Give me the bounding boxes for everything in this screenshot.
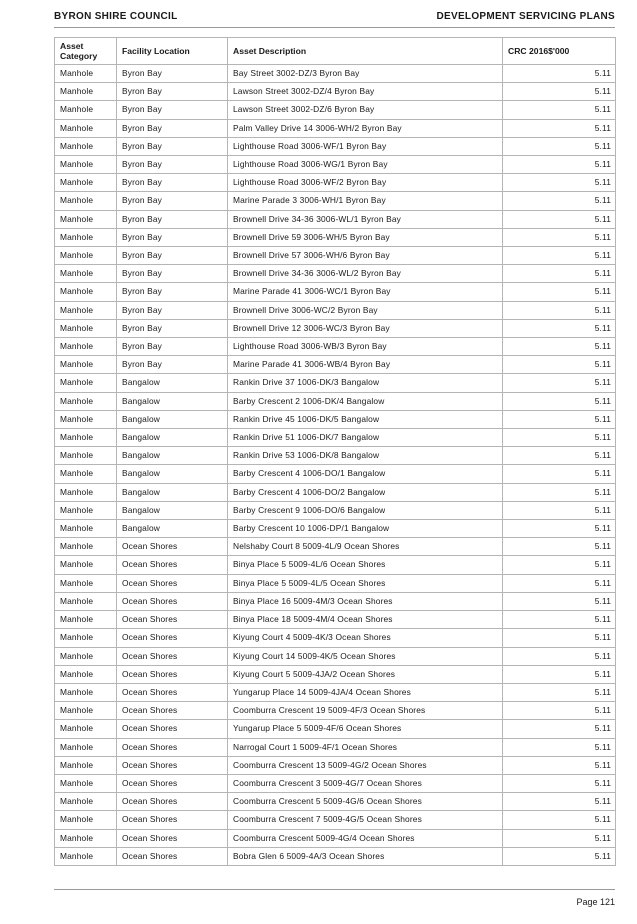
- facility-location-cell: Byron Bay: [117, 101, 228, 119]
- asset-description-cell: Binya Place 16 5009-4M/3 Ocean Shores: [228, 592, 503, 610]
- table-row: [55, 774, 616, 792]
- asset-description-cell: Coomburra Crescent 13 5009-4G/2 Ocean Shores: [228, 756, 503, 774]
- asset-category-cell: Manhole: [55, 702, 117, 720]
- crc-value-cell: 5.11: [503, 65, 616, 83]
- crc-value-cell: 5.11: [503, 829, 616, 847]
- facility-location-cell: Ocean Shores: [117, 647, 228, 665]
- facility-location-cell: Byron Bay: [117, 247, 228, 265]
- facility-location-cell: Ocean Shores: [117, 702, 228, 720]
- asset-category-cell: Manhole: [55, 174, 117, 192]
- table-row: [55, 265, 616, 283]
- crc-value-cell: 5.11: [503, 793, 616, 811]
- crc-value-cell: 5.11: [503, 847, 616, 865]
- asset-category-cell: Manhole: [55, 501, 117, 519]
- facility-location-cell: Byron Bay: [117, 210, 228, 228]
- asset-description-cell: Barby Crescent 9 1006-DO/6 Bangalow: [228, 501, 503, 519]
- asset-description-cell: Narrogal Court 1 5009-4F/1 Ocean Shores: [228, 738, 503, 756]
- crc-value-cell: 5.11: [503, 301, 616, 319]
- asset-category-cell: Manhole: [55, 811, 117, 829]
- table-row: [55, 501, 616, 519]
- asset-description-cell: Marine Parade 3 3006-WH/1 Byron Bay: [228, 192, 503, 210]
- crc-value-cell: 5.11: [503, 756, 616, 774]
- facility-location-cell: Byron Bay: [117, 137, 228, 155]
- crc-value-cell: 5.11: [503, 629, 616, 647]
- asset-category-cell: Manhole: [55, 756, 117, 774]
- asset-description-cell: Kiyung Court 14 5009-4K/5 Ocean Shores: [228, 647, 503, 665]
- table-row: [55, 611, 616, 629]
- asset-description-cell: Yungarup Place 14 5009-4JA/4 Ocean Shores: [228, 683, 503, 701]
- facility-location-cell: Bangalow: [117, 483, 228, 501]
- crc-value-cell: 5.11: [503, 501, 616, 519]
- facility-location-cell: Bangalow: [117, 392, 228, 410]
- column-header-crc: CRC 2016$'000: [503, 38, 616, 65]
- crc-value-cell: 5.11: [503, 574, 616, 592]
- asset-category-cell: Manhole: [55, 228, 117, 246]
- facility-location-cell: Ocean Shores: [117, 738, 228, 756]
- facility-location-cell: Byron Bay: [117, 301, 228, 319]
- crc-value-cell: 5.11: [503, 520, 616, 538]
- table-header-row: [55, 38, 616, 65]
- crc-value-cell: 5.11: [503, 665, 616, 683]
- asset-category-cell: Manhole: [55, 356, 117, 374]
- crc-value-cell: 5.11: [503, 156, 616, 174]
- facility-location-cell: Bangalow: [117, 447, 228, 465]
- asset-description-cell: Coomburra Crescent 5009-4G/4 Ocean Shores: [228, 829, 503, 847]
- facility-location-cell: Ocean Shores: [117, 556, 228, 574]
- asset-category-cell: Manhole: [55, 592, 117, 610]
- column-header-asset-category: Asset Category: [55, 38, 117, 65]
- asset-category-cell: Manhole: [55, 192, 117, 210]
- asset-description-cell: Lawson Street 3002-DZ/6 Byron Bay: [228, 101, 503, 119]
- crc-value-cell: 5.11: [503, 392, 616, 410]
- facility-location-cell: Byron Bay: [117, 228, 228, 246]
- crc-value-cell: 5.11: [503, 465, 616, 483]
- facility-location-cell: Bangalow: [117, 520, 228, 538]
- crc-value-cell: 5.11: [503, 811, 616, 829]
- table-row: [55, 465, 616, 483]
- table-row: [55, 520, 616, 538]
- crc-value-cell: 5.11: [503, 592, 616, 610]
- asset-category-cell: Manhole: [55, 283, 117, 301]
- facility-location-cell: Ocean Shores: [117, 774, 228, 792]
- table-row: [55, 410, 616, 428]
- facility-location-cell: Byron Bay: [117, 192, 228, 210]
- table-row: [55, 65, 616, 83]
- asset-description-cell: Barby Crescent 2 1006-DK/4 Bangalow: [228, 392, 503, 410]
- facility-location-cell: Bangalow: [117, 465, 228, 483]
- asset-description-cell: Barby Crescent 10 1006-DP/1 Bangalow: [228, 520, 503, 538]
- asset-description-cell: Barby Crescent 4 1006-DO/2 Bangalow: [228, 483, 503, 501]
- table-row: [55, 720, 616, 738]
- crc-value-cell: 5.11: [503, 137, 616, 155]
- facility-location-cell: Byron Bay: [117, 119, 228, 137]
- crc-value-cell: 5.11: [503, 283, 616, 301]
- asset-description-cell: Lighthouse Road 3006-WF/2 Byron Bay: [228, 174, 503, 192]
- asset-category-cell: Manhole: [55, 374, 117, 392]
- crc-value-cell: 5.11: [503, 119, 616, 137]
- asset-category-cell: Manhole: [55, 793, 117, 811]
- table-row: [55, 738, 616, 756]
- table-row: [55, 538, 616, 556]
- crc-value-cell: 5.11: [503, 647, 616, 665]
- asset-description-cell: Rankin Drive 53 1006-DK/8 Bangalow: [228, 447, 503, 465]
- asset-category-cell: Manhole: [55, 574, 117, 592]
- asset-category-cell: Manhole: [55, 447, 117, 465]
- facility-location-cell: Ocean Shores: [117, 538, 228, 556]
- asset-category-cell: Manhole: [55, 483, 117, 501]
- council-name: BYRON SHIRE COUNCIL: [54, 10, 178, 22]
- table-row: [55, 847, 616, 865]
- table-row: [55, 556, 616, 574]
- asset-category-cell: Manhole: [55, 538, 117, 556]
- facility-location-cell: Ocean Shores: [117, 756, 228, 774]
- asset-category-cell: Manhole: [55, 319, 117, 337]
- crc-value-cell: 5.11: [503, 429, 616, 447]
- facility-location-cell: Ocean Shores: [117, 683, 228, 701]
- asset-category-cell: Manhole: [55, 774, 117, 792]
- asset-category-cell: Manhole: [55, 65, 117, 83]
- facility-location-cell: Byron Bay: [117, 283, 228, 301]
- crc-value-cell: 5.11: [503, 356, 616, 374]
- crc-value-cell: 5.11: [503, 611, 616, 629]
- facility-location-cell: Bangalow: [117, 410, 228, 428]
- table-row: [55, 338, 616, 356]
- document-title: DEVELOPMENT SERVICING PLANS: [436, 10, 615, 22]
- table-row: [55, 429, 616, 447]
- table-row: [55, 174, 616, 192]
- asset-category-cell: Manhole: [55, 520, 117, 538]
- crc-value-cell: 5.11: [503, 556, 616, 574]
- asset-table: [54, 37, 616, 866]
- table-row: [55, 793, 616, 811]
- asset-description-cell: Brownell Drive 12 3006-WC/3 Byron Bay: [228, 319, 503, 337]
- asset-description-cell: Bobra Glen 6 5009-4A/3 Ocean Shores: [228, 847, 503, 865]
- asset-description-cell: Brownell Drive 57 3006-WH/6 Byron Bay: [228, 247, 503, 265]
- table-row: [55, 683, 616, 701]
- asset-description-cell: Brownell Drive 59 3006-WH/5 Byron Bay: [228, 228, 503, 246]
- asset-category-cell: Manhole: [55, 410, 117, 428]
- table-row: [55, 574, 616, 592]
- table-row: [55, 228, 616, 246]
- asset-description-cell: Brownell Drive 3006-WC/2 Byron Bay: [228, 301, 503, 319]
- page-number: Page 121: [576, 897, 615, 907]
- asset-category-cell: Manhole: [55, 847, 117, 865]
- asset-category-cell: Manhole: [55, 720, 117, 738]
- facility-location-cell: Ocean Shores: [117, 629, 228, 647]
- asset-description-cell: Lighthouse Road 3006-WF/1 Byron Bay: [228, 137, 503, 155]
- asset-category-cell: Manhole: [55, 392, 117, 410]
- page-header: [54, 8, 615, 24]
- facility-location-cell: Byron Bay: [117, 83, 228, 101]
- facility-location-cell: Ocean Shores: [117, 720, 228, 738]
- asset-description-cell: Coomburra Crescent 5 5009-4G/6 Ocean Shores: [228, 793, 503, 811]
- asset-category-cell: Manhole: [55, 647, 117, 665]
- crc-value-cell: 5.11: [503, 174, 616, 192]
- asset-description-cell: Marine Parade 41 3006-WC/1 Byron Bay: [228, 283, 503, 301]
- asset-category-cell: Manhole: [55, 210, 117, 228]
- facility-location-cell: Ocean Shores: [117, 574, 228, 592]
- asset-category-cell: Manhole: [55, 665, 117, 683]
- asset-description-cell: Lawson Street 3002-DZ/4 Byron Bay: [228, 83, 503, 101]
- crc-value-cell: 5.11: [503, 247, 616, 265]
- asset-category-cell: Manhole: [55, 137, 117, 155]
- crc-value-cell: 5.11: [503, 210, 616, 228]
- table-row: [55, 283, 616, 301]
- crc-value-cell: 5.11: [503, 738, 616, 756]
- asset-category-cell: Manhole: [55, 683, 117, 701]
- table-row: [55, 101, 616, 119]
- facility-location-cell: Ocean Shores: [117, 811, 228, 829]
- table-row: [55, 592, 616, 610]
- table-row: [55, 647, 616, 665]
- table-row: [55, 83, 616, 101]
- facility-location-cell: Byron Bay: [117, 319, 228, 337]
- facility-location-cell: Byron Bay: [117, 174, 228, 192]
- facility-location-cell: Bangalow: [117, 429, 228, 447]
- table-row: [55, 756, 616, 774]
- footer-divider: [54, 889, 615, 890]
- facility-location-cell: Ocean Shores: [117, 829, 228, 847]
- asset-description-cell: Lighthouse Road 3006-WG/1 Byron Bay: [228, 156, 503, 174]
- asset-category-cell: Manhole: [55, 247, 117, 265]
- facility-location-cell: Byron Bay: [117, 338, 228, 356]
- asset-description-cell: Yungarup Place 5 5009-4F/6 Ocean Shores: [228, 720, 503, 738]
- asset-description-cell: Rankin Drive 37 1006-DK/3 Bangalow: [228, 374, 503, 392]
- crc-value-cell: 5.11: [503, 447, 616, 465]
- facility-location-cell: Ocean Shores: [117, 665, 228, 683]
- facility-location-cell: Ocean Shores: [117, 611, 228, 629]
- facility-location-cell: Bangalow: [117, 501, 228, 519]
- facility-location-cell: Byron Bay: [117, 265, 228, 283]
- asset-description-cell: Binya Place 5 5009-4L/5 Ocean Shores: [228, 574, 503, 592]
- asset-category-cell: Manhole: [55, 83, 117, 101]
- table-row: [55, 319, 616, 337]
- crc-value-cell: 5.11: [503, 228, 616, 246]
- table-body: [55, 65, 616, 866]
- asset-description-cell: Coomburra Crescent 19 5009-4F/3 Ocean Shores: [228, 702, 503, 720]
- table-row: [55, 137, 616, 155]
- crc-value-cell: 5.11: [503, 338, 616, 356]
- column-header-facility-location: Facility Location: [117, 38, 228, 65]
- table-row: [55, 483, 616, 501]
- asset-description-cell: Rankin Drive 45 1006-DK/5 Bangalow: [228, 410, 503, 428]
- asset-description-cell: Palm Valley Drive 14 3006-WH/2 Byron Bay: [228, 119, 503, 137]
- asset-description-cell: Rankin Drive 51 1006-DK/7 Bangalow: [228, 429, 503, 447]
- facility-location-cell: Bangalow: [117, 374, 228, 392]
- header-divider: [54, 27, 615, 28]
- facility-location-cell: Byron Bay: [117, 156, 228, 174]
- table-row: [55, 702, 616, 720]
- table-row: [55, 374, 616, 392]
- facility-location-cell: Byron Bay: [117, 356, 228, 374]
- asset-description-cell: Brownell Drive 34-36 3006-WL/2 Byron Bay: [228, 265, 503, 283]
- asset-category-cell: Manhole: [55, 119, 117, 137]
- asset-description-cell: Barby Crescent 4 1006-DO/1 Bangalow: [228, 465, 503, 483]
- asset-category-cell: Manhole: [55, 829, 117, 847]
- table-row: [55, 447, 616, 465]
- table-row: [55, 156, 616, 174]
- crc-value-cell: 5.11: [503, 720, 616, 738]
- facility-location-cell: Ocean Shores: [117, 847, 228, 865]
- asset-description-cell: Coomburra Crescent 3 5009-4G/7 Ocean Shores: [228, 774, 503, 792]
- table-row: [55, 119, 616, 137]
- facility-location-cell: Ocean Shores: [117, 793, 228, 811]
- table-row: [55, 665, 616, 683]
- asset-category-cell: Manhole: [55, 465, 117, 483]
- crc-value-cell: 5.11: [503, 374, 616, 392]
- table-row: [55, 192, 616, 210]
- asset-category-cell: Manhole: [55, 556, 117, 574]
- asset-description-cell: Binya Place 18 5009-4M/4 Ocean Shores: [228, 611, 503, 629]
- asset-description-cell: Kiyung Court 5 5009-4JA/2 Ocean Shores: [228, 665, 503, 683]
- asset-category-cell: Manhole: [55, 301, 117, 319]
- crc-value-cell: 5.11: [503, 702, 616, 720]
- asset-category-cell: Manhole: [55, 629, 117, 647]
- crc-value-cell: 5.11: [503, 538, 616, 556]
- crc-value-cell: 5.11: [503, 83, 616, 101]
- asset-category-cell: Manhole: [55, 429, 117, 447]
- table-row: [55, 301, 616, 319]
- crc-value-cell: 5.11: [503, 192, 616, 210]
- table-row: [55, 829, 616, 847]
- asset-description-cell: Kiyung Court 4 5009-4K/3 Ocean Shores: [228, 629, 503, 647]
- facility-location-cell: Byron Bay: [117, 65, 228, 83]
- asset-description-cell: Bay Street 3002-DZ/3 Byron Bay: [228, 65, 503, 83]
- crc-value-cell: 5.11: [503, 265, 616, 283]
- asset-description-cell: Lighthouse Road 3006-WB/3 Byron Bay: [228, 338, 503, 356]
- crc-value-cell: 5.11: [503, 410, 616, 428]
- table-row: [55, 210, 616, 228]
- crc-value-cell: 5.11: [503, 774, 616, 792]
- asset-category-cell: Manhole: [55, 738, 117, 756]
- asset-description-cell: Brownell Drive 34-36 3006-WL/1 Byron Bay: [228, 210, 503, 228]
- table-row: [55, 629, 616, 647]
- asset-category-cell: Manhole: [55, 156, 117, 174]
- crc-value-cell: 5.11: [503, 319, 616, 337]
- table-row: [55, 811, 616, 829]
- asset-description-cell: Coomburra Crescent 7 5009-4G/5 Ocean Shores: [228, 811, 503, 829]
- asset-description-cell: Binya Place 5 5009-4L/6 Ocean Shores: [228, 556, 503, 574]
- asset-description-cell: Nelshaby Court 8 5009-4L/9 Ocean Shores: [228, 538, 503, 556]
- column-header-asset-description: Asset Description: [228, 38, 503, 65]
- crc-value-cell: 5.11: [503, 483, 616, 501]
- facility-location-cell: Ocean Shores: [117, 592, 228, 610]
- asset-category-cell: Manhole: [55, 101, 117, 119]
- asset-category-cell: Manhole: [55, 265, 117, 283]
- table-row: [55, 356, 616, 374]
- table-row: [55, 247, 616, 265]
- table-row: [55, 392, 616, 410]
- crc-value-cell: 5.11: [503, 101, 616, 119]
- asset-category-cell: Manhole: [55, 338, 117, 356]
- asset-category-cell: Manhole: [55, 611, 117, 629]
- crc-value-cell: 5.11: [503, 683, 616, 701]
- asset-description-cell: Marine Parade 41 3006-WB/4 Byron Bay: [228, 356, 503, 374]
